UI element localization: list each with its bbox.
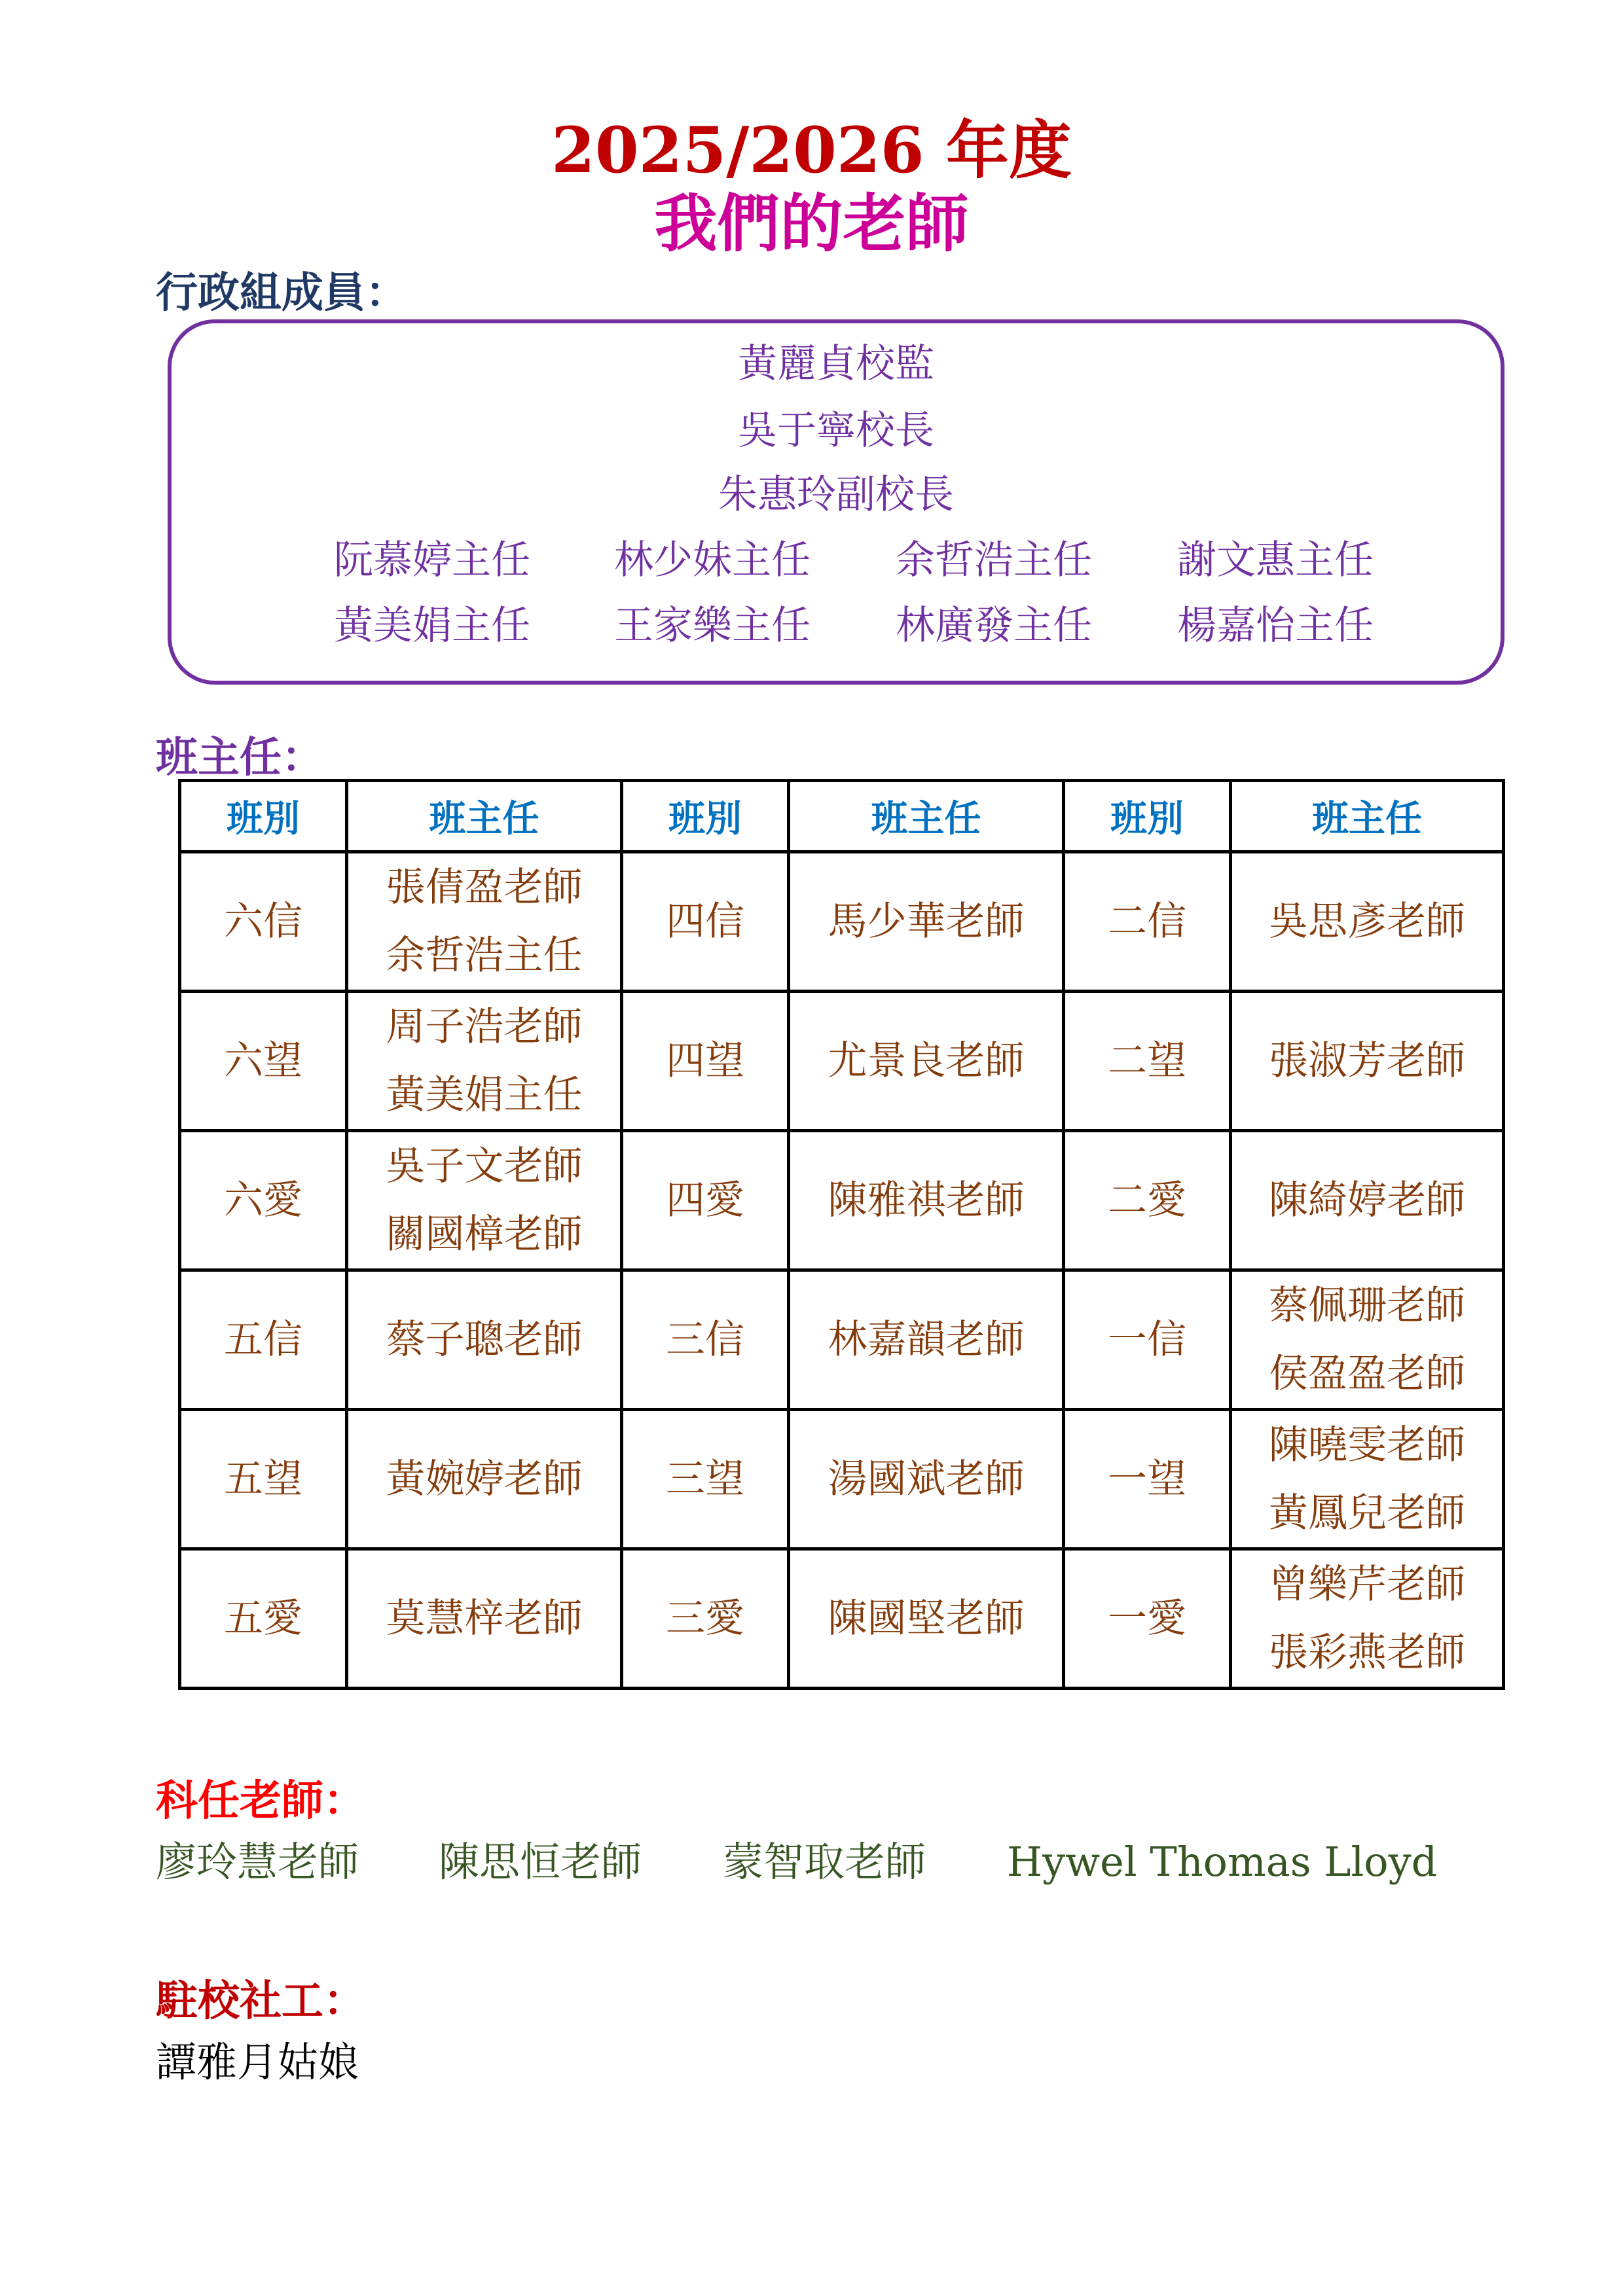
director: 黃美娟主任 — [334, 603, 530, 649]
teacher-name: 陳綺婷老師 — [1269, 1177, 1465, 1223]
teacher-name: 黃鳳兒老師 — [1269, 1490, 1465, 1536]
table-row — [180, 1270, 1504, 1410]
teacher-name: 陳國堅老師 — [828, 1596, 1025, 1641]
teacher-cell — [1231, 1549, 1504, 1689]
director: 王家樂主任 — [614, 603, 811, 649]
table-row — [180, 1549, 1504, 1689]
class-cell: 三愛 — [622, 1549, 789, 1689]
teacher-name: 湯國斌老師 — [828, 1456, 1025, 1502]
director: 林少妹主任 — [614, 537, 811, 583]
vice-principal: 朱惠玲副校長 — [718, 472, 954, 518]
column-header: 班別 — [622, 781, 789, 852]
teacher-name: 林嘉韻老師 — [828, 1317, 1025, 1363]
teacher-name: 曾樂芹老師 — [1269, 1562, 1465, 1607]
social-heading: 駐校社工： — [156, 1977, 365, 2026]
class-cell: 六望 — [180, 992, 347, 1131]
teacher-cell — [789, 1410, 1064, 1549]
table-header-row — [180, 781, 1504, 852]
class-cell: 二信 — [1064, 852, 1231, 992]
director: 余哲浩主任 — [896, 537, 1092, 583]
teacher-cell — [789, 992, 1064, 1131]
teacher-name: 余哲浩主任 — [386, 933, 583, 978]
class-cell: 五愛 — [180, 1549, 347, 1689]
teacher-cell — [347, 1410, 622, 1549]
table-row — [180, 1131, 1504, 1270]
director: 林廣發主任 — [896, 603, 1092, 649]
class-cell: 一愛 — [1064, 1549, 1231, 1689]
teacher-name: 馬少華老師 — [828, 899, 1025, 944]
teacher-name: 張倩盈老師 — [386, 865, 583, 910]
teacher-cell — [1231, 1131, 1504, 1270]
column-header: 班主任 — [347, 781, 622, 852]
teacher-name: 尤景良老師 — [828, 1038, 1025, 1084]
teacher-cell — [1231, 1270, 1504, 1410]
teacher-name: 吳思彥老師 — [1269, 899, 1465, 944]
teacher-name: 蔡佩珊老師 — [1269, 1283, 1465, 1329]
teacher-cell — [347, 852, 622, 992]
class-cell: 六愛 — [180, 1131, 347, 1270]
teacher-name: 蔡子聰老師 — [386, 1317, 583, 1363]
homeroom-heading: 班主任： — [156, 733, 323, 782]
class-cell: 二望 — [1064, 992, 1231, 1131]
class-cell: 二愛 — [1064, 1131, 1231, 1270]
teacher-cell — [347, 1270, 622, 1410]
class-cell: 四愛 — [622, 1131, 789, 1270]
homeroom-table — [178, 779, 1505, 1690]
class-cell: 一望 — [1064, 1410, 1231, 1549]
column-header: 班主任 — [789, 781, 1064, 852]
column-header: 班主任 — [1231, 781, 1504, 852]
teacher-name: 陳曉雯老師 — [1269, 1422, 1465, 1468]
supervisor: 黃麗貞校監 — [738, 341, 934, 387]
admin-heading: 行政組成員： — [156, 268, 407, 317]
table-row — [180, 992, 1504, 1131]
teacher-name: 吳子文老師 — [386, 1143, 583, 1189]
admin-box — [168, 319, 1504, 685]
class-cell: 四望 — [622, 992, 789, 1131]
subject-teacher: Hywel Thomas Lloyd — [1007, 1838, 1438, 1886]
teacher-cell — [347, 992, 622, 1131]
teacher-cell — [347, 1549, 622, 1689]
subject-teacher: 陳思恒老師 — [439, 1838, 642, 1886]
subject-teacher: 蒙智取老師 — [723, 1838, 926, 1886]
table-row — [180, 852, 1504, 992]
teacher-cell — [347, 1131, 622, 1270]
teacher-name: 莫慧梓老師 — [386, 1596, 583, 1641]
teacher-cell — [1231, 1410, 1504, 1549]
teacher-cell — [789, 1131, 1064, 1270]
principal: 吳于寧校長 — [738, 408, 934, 454]
director: 阮慕婷主任 — [334, 537, 530, 583]
class-cell: 五信 — [180, 1270, 347, 1410]
title-main: 我們的老師 — [654, 187, 969, 260]
subject-heading: 科任老師： — [156, 1776, 365, 1825]
table-row — [180, 1410, 1504, 1549]
title-year: 2025/2026 年度 — [551, 113, 1072, 187]
teacher-cell — [789, 1270, 1064, 1410]
class-cell: 三望 — [622, 1410, 789, 1549]
column-header: 班別 — [180, 781, 347, 852]
teacher-name: 陳雅祺老師 — [828, 1177, 1025, 1223]
teacher-cell — [1231, 992, 1504, 1131]
class-cell: 六信 — [180, 852, 347, 992]
teacher-name: 黃美娟主任 — [386, 1072, 583, 1118]
column-header: 班別 — [1064, 781, 1231, 852]
teacher-name: 關國樟老師 — [386, 1211, 583, 1257]
class-cell: 一信 — [1064, 1270, 1231, 1410]
director: 楊嘉怡主任 — [1177, 603, 1374, 649]
teacher-name: 張淑芳老師 — [1269, 1038, 1465, 1084]
teacher-name: 周子浩老師 — [386, 1004, 583, 1050]
director: 謝文惠主任 — [1177, 537, 1374, 583]
teacher-name: 黃婉婷老師 — [386, 1456, 583, 1502]
class-cell: 四信 — [622, 852, 789, 992]
social-worker: 譚雅月姑娘 — [156, 2038, 359, 2086]
teacher-cell — [789, 1549, 1064, 1689]
teacher-name: 侯盈盈老師 — [1269, 1351, 1465, 1397]
teacher-cell — [789, 852, 1064, 992]
teacher-name: 張彩燕老師 — [1269, 1630, 1465, 1676]
class-cell: 三信 — [622, 1270, 789, 1410]
subject-teacher: 廖玲慧老師 — [156, 1838, 359, 1886]
class-cell: 五望 — [180, 1410, 347, 1549]
teacher-cell — [1231, 852, 1504, 992]
